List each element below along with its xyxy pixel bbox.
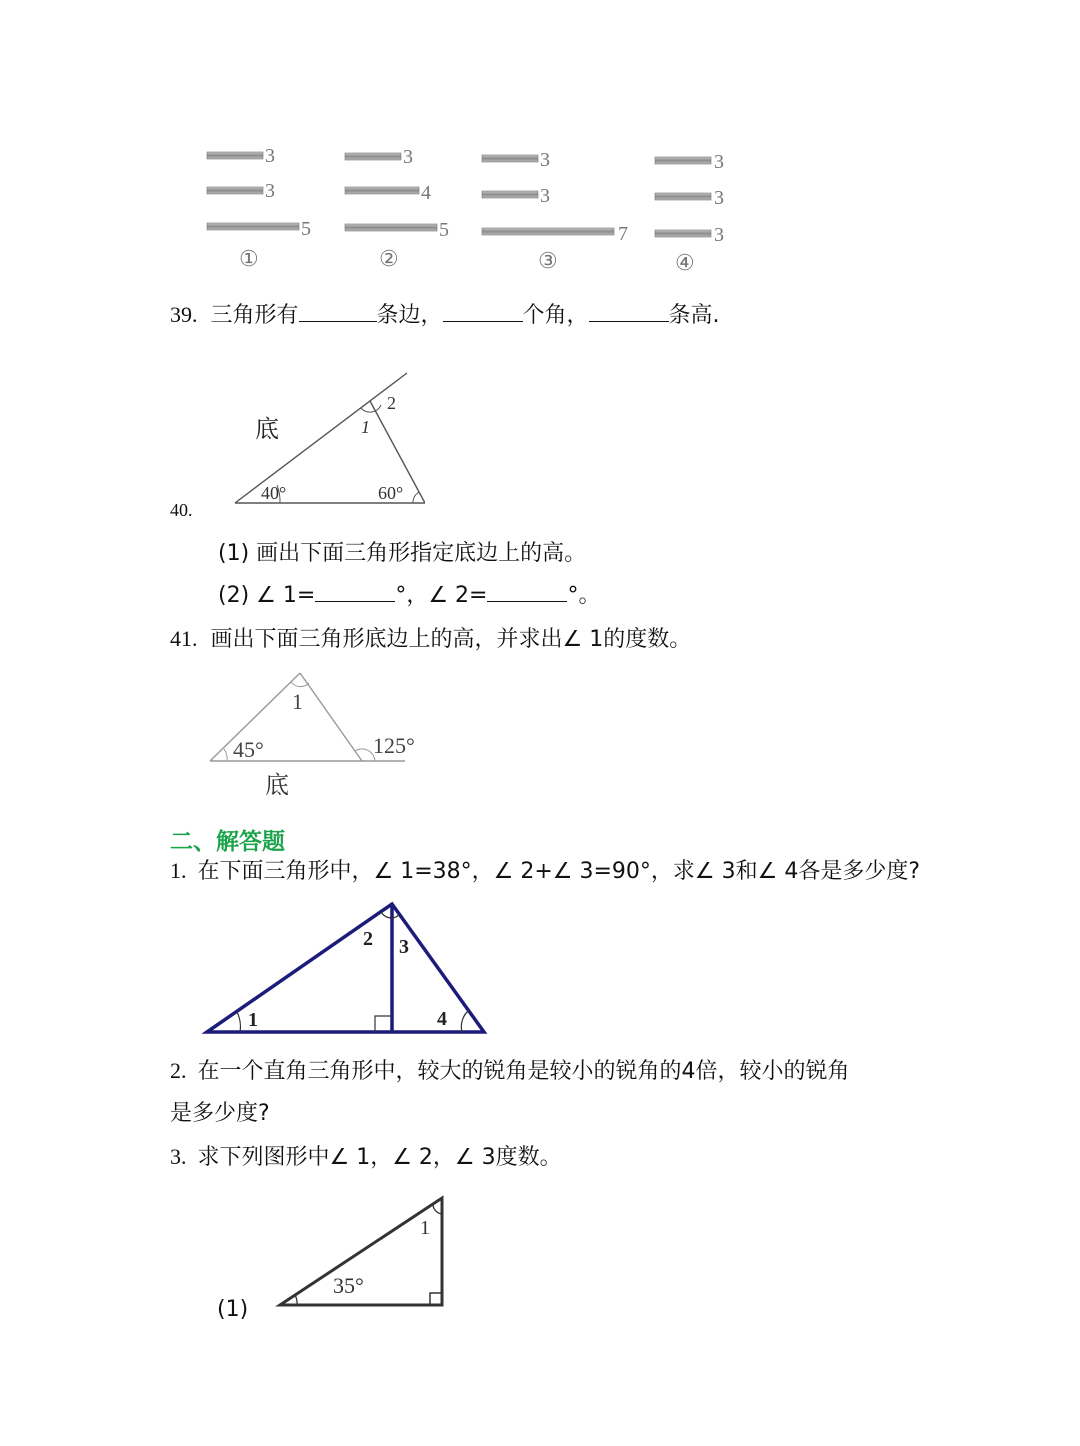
q41-text: 画出下面三角形底边上的高，并求出∠ 1的度数。	[210, 627, 692, 652]
stick-group-4	[655, 151, 724, 275]
problem-number: 3.	[170, 1144, 187, 1169]
base-label: 底	[265, 773, 289, 799]
stick-length: 5	[301, 218, 311, 240]
q40-triangle-figure	[225, 365, 425, 510]
problem-1-triangle-figure	[200, 898, 495, 1040]
stick-length: 3	[540, 149, 550, 171]
answer-blank-angle-2[interactable]	[487, 581, 567, 602]
group-label: ①	[239, 246, 259, 271]
angle-45: 45°	[233, 737, 264, 762]
angle-label-1: 1	[292, 689, 303, 714]
angle-label-1: 1	[361, 417, 370, 437]
problem-number: 2.	[170, 1058, 187, 1083]
stick-group-2	[345, 146, 449, 271]
q40-sub-1: (1) 画出下面三角形指定底边上的高。	[218, 541, 587, 566]
problem-3-sub-label: (1)	[217, 1297, 249, 1322]
angle-40: 40°	[261, 483, 287, 503]
question-number: 41.	[170, 626, 198, 651]
problem-2	[170, 1054, 850, 1085]
problem-1-text: 在下面三角形中，∠ 1=38°，∠ 2+∠ 3=90°，求∠ 3和∠ 4各是多少度?	[197, 859, 921, 884]
q39-text-2: 条边，	[376, 303, 443, 328]
section-title: 二、解答题	[170, 829, 285, 855]
q40-sub2-a: (2) ∠ 1=	[218, 583, 316, 608]
problem-3	[170, 1140, 562, 1171]
stick-length: 3	[714, 224, 724, 246]
group-label: ④	[675, 250, 695, 275]
problem-3-text: 求下列图形中∠ 1，∠ 2，∠ 3度数。	[197, 1145, 562, 1170]
stick-group-3	[482, 149, 628, 273]
q39-text-1: 三角形有	[210, 303, 299, 328]
stick-length: 4	[421, 182, 431, 204]
stick-length: 3	[265, 145, 275, 167]
q39-text-4: 条高.	[668, 303, 720, 328]
angle-60: 60°	[378, 483, 404, 503]
q40-sub2-b: °，∠ 2=	[395, 583, 488, 608]
sticks-figure	[195, 140, 755, 280]
question-number: 39.	[170, 302, 198, 327]
stick-group-1	[207, 145, 311, 271]
stick-length: 3	[714, 151, 724, 173]
question-40-number: 40.	[170, 500, 193, 520]
question-39	[170, 298, 720, 329]
angle-label-1: 1	[248, 1009, 258, 1031]
angle-label-3: 3	[399, 936, 409, 958]
answer-blank-angle-1[interactable]	[315, 581, 395, 602]
angle-35: 35°	[333, 1273, 364, 1298]
stick-length: 7	[618, 223, 628, 245]
angle-label-1: 1	[420, 1217, 430, 1239]
stick-length: 3	[714, 187, 724, 209]
answer-blank-3[interactable]	[589, 301, 669, 322]
group-label: ②	[379, 246, 399, 271]
base-label: 底	[255, 417, 279, 443]
problem-number: 1.	[170, 858, 187, 883]
q39-text-3: 个角，	[522, 303, 589, 328]
angle-125: 125°	[373, 733, 415, 758]
q40-sub-2	[218, 578, 600, 609]
angle-label-2: 2	[387, 393, 396, 413]
problem-2-line-2: 是多少度?	[170, 1101, 270, 1126]
answer-blank-1[interactable]	[299, 301, 377, 322]
q40-sub2-c: °。	[567, 583, 601, 608]
problem-1	[170, 854, 920, 885]
stick-length: 3	[265, 180, 275, 202]
angle-label-2: 2	[363, 928, 373, 950]
stick-length: 3	[403, 146, 413, 168]
answer-blank-2[interactable]	[443, 301, 523, 322]
problem-2-line-1: 在一个直角三角形中，较大的锐角是较小的锐角的4倍，较小的锐角	[197, 1059, 850, 1084]
problem-3-triangle-figure	[275, 1192, 455, 1312]
stick-length: 3	[540, 185, 550, 207]
angle-label-4: 4	[437, 1008, 447, 1030]
group-label: ③	[538, 248, 558, 273]
question-41	[170, 622, 691, 653]
stick-length: 5	[439, 219, 449, 241]
q41-triangle-figure	[205, 665, 445, 805]
